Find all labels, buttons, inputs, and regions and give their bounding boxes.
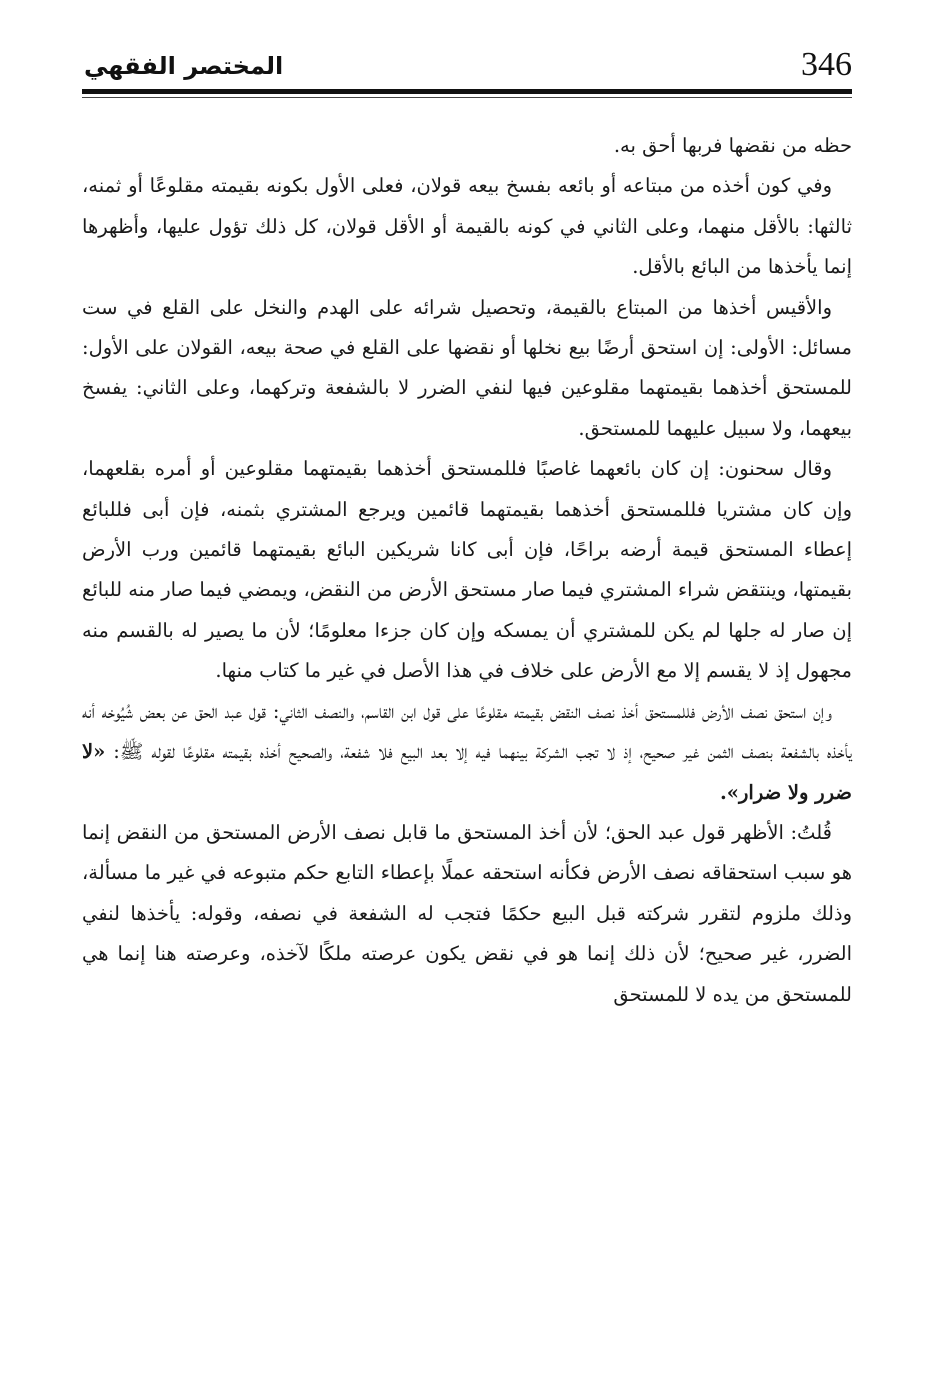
page-number: 346 — [801, 46, 852, 83]
book-title: المختصر الفقهي — [84, 52, 284, 80]
paragraph-3: والأقيس أخذها من المبتاع بالقيمة، وتحصيل شرائه على الهدم والنخل على القلع في ست مسائل: الأولى: إن استحق أرضًا بيع نخلها أو نقضها على القلع في صحة بيعه، القولان على الأول: للمستحق أخذهما بقيمتهما مقلوعين فيها لنفي الضرر لا بالشفعة وتركهما، وعلى الثاني: يفسخ بيعهما، ولا سبيل عليهما للمستحق. — [82, 295, 852, 440]
paragraph-6: قُلتُ: الأظهر قول عبد الحق؛ لأن أخذ المستحق ما قابل نصف الأرض المستحق من النقض إنما هو سبب استحقاقه نصف الأرض فكأنه استحقه عملًا بإعطاء التابع حكم متبوعه في غير ما مسألة، وذلك ملزوم لتقرر شركته قبل البيع حكمًا فتجب له الشفعة في نصفه، وقوله: يأخذها لنفي الضرر، غير صحيح؛ لأن ذلك إنما هو في نقض يكون عرصته ملكًا لآخذه، وعرصته هنا إنما هي للمستحق من يده لا للمستحق — [82, 820, 852, 1006]
paragraph-5 — [82, 692, 852, 813]
header-rule-thin — [82, 97, 852, 98]
hadith-quote: «لا ضرر ولا ضرار». — [82, 740, 852, 804]
paragraph-5-text: وإن استحق نصف الأرض فللمستحق أخذ نصف النقض بقيمته مقلوعًا على قول ابن القاسم، والنصف الثاني: قول عبد الحق عن بعض شُيُوخه أنه يأخذه بالشفعة بنصف الثمن غير صحيح، إذ لا تجب الشركة بينهما فيه إلا بعد البيع فلا شفعة، والصحيح أخذه بقيمته مقلوعًا لقوله ﷺ: — [82, 699, 852, 764]
body-text — [82, 126, 852, 1015]
paragraph-1: حظه من نقضها فربها أحق به. — [613, 134, 852, 157]
page-header — [82, 42, 852, 92]
paragraph-2: وفي كون أخذه من مبتاعه أو بائعه بفسخ بيعه قولان، فعلى الأول بكونه بقيمته مقلوعًا أو ثمنه، ثالثها: بالأقل منهما، وعلى الثاني في كونه بالقيمة أو الأقل قولان، كل ذلك تؤول عليها، وأظهرها إنما يأخذها من البائع بالأقل. — [82, 174, 852, 279]
header-rule-thick — [82, 89, 852, 94]
paragraph-4: وقال سحنون: إن كان بائعهما غاصبًا فللمستحق أخذهما بقيمتهما مقلوعين أو أمره بقلعهما، وإن كان مشتريا فللمستحق أخذهما بقيمتهما قائمين ويرجع المشتري بثمنه، فإن أبى فللبائع إعطاء المستحق قيمة أرضه براحًا، فإن أبى كانا شريكين البائع بقيمتهما قائمين ورب الأرض بقيمتها، وينتقض شراء المشتري فيما صار مستحق الأرض من النقض، ويمضي فيما صار منه للبائع إن صار له جلها لم يكن للمشتري أن يمسكه وإن كان جزءا معلومًا؛ لأن ما يصير له بالقسم منه مجهول إذ لا يقسم إلا مع الأرض على خلاف في هذا الأصل في غير ما كتاب منها. — [82, 457, 852, 683]
